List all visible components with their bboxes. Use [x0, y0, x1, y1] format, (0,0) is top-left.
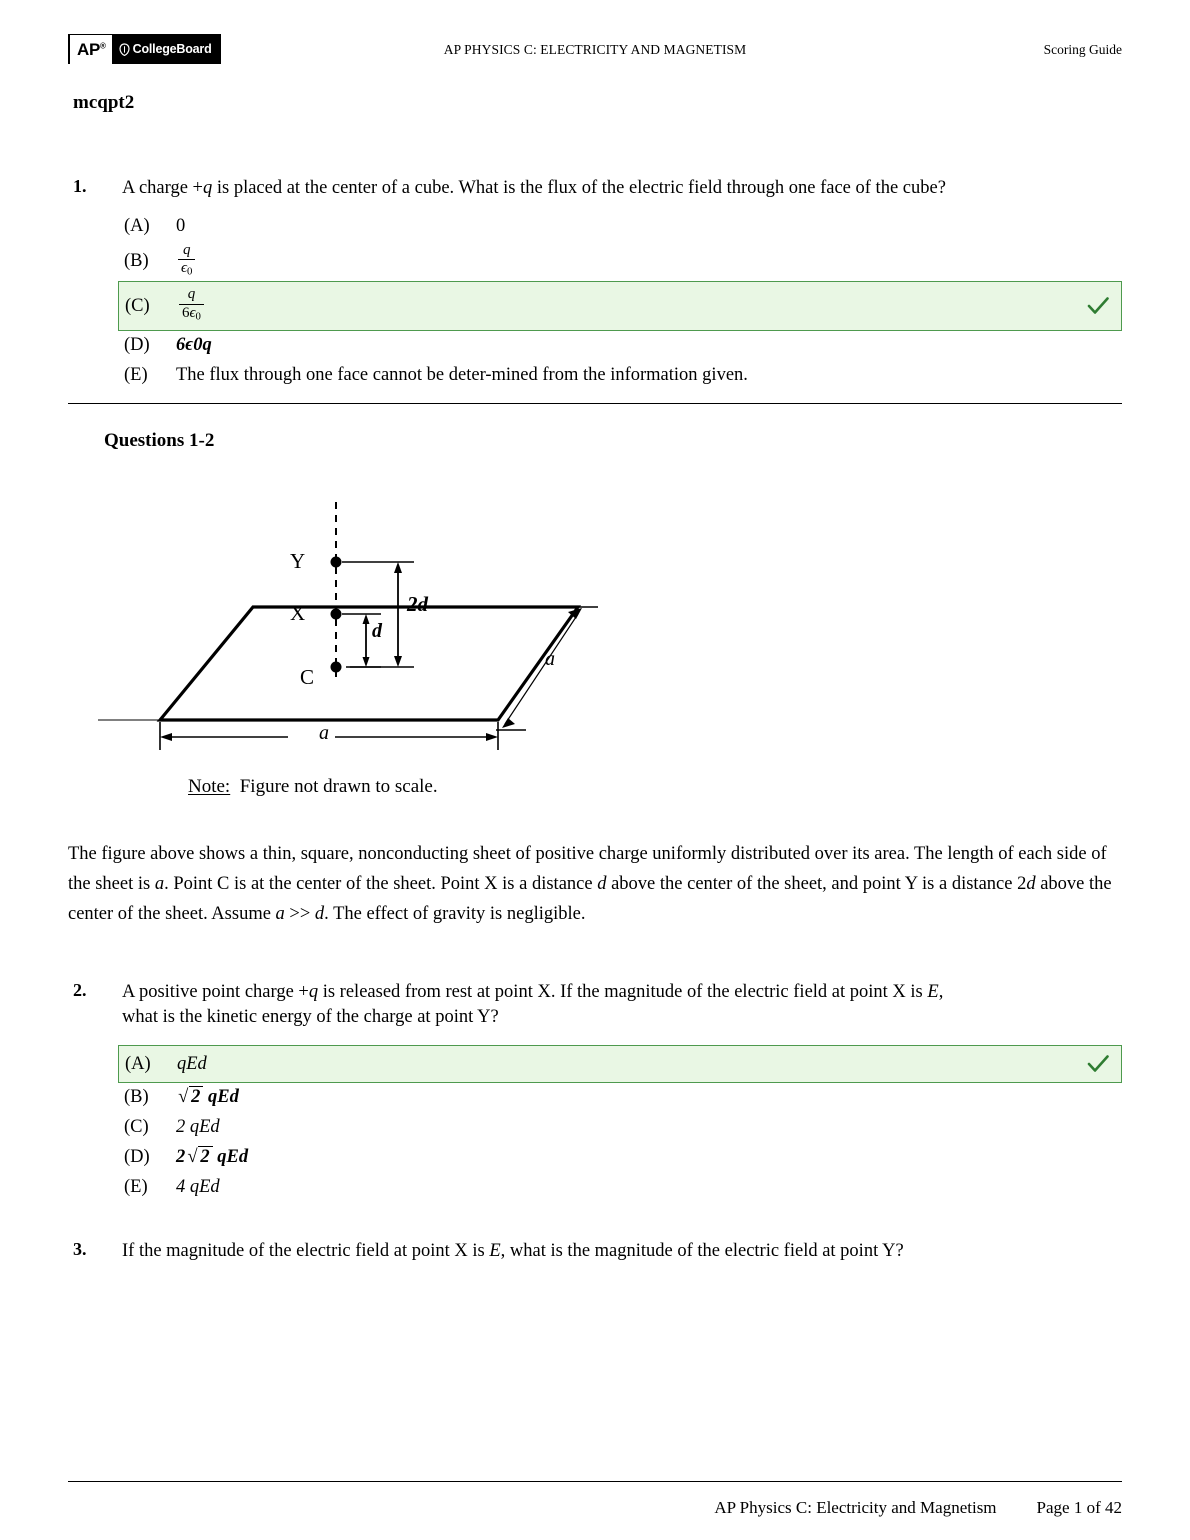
q3-prompt-a: If the magnitude of the electric field at point X is	[122, 1241, 490, 1262]
epsilon-symbol: ϵ	[181, 260, 188, 277]
epsilon-symbol: ϵ	[189, 305, 196, 322]
choice-1-C[interactable]	[118, 281, 1122, 331]
collegeboard-text: CollegeBoard	[132, 42, 212, 56]
q2-prompt-q: q	[308, 981, 319, 1002]
choice-1-C-value	[177, 288, 206, 324]
choice-1-E-value: The flux through one face cannot be deter-mined from the information given.	[176, 365, 748, 386]
fraction-q-over-6epsilon0	[179, 287, 204, 323]
choice-2-A-value: qEd	[177, 1053, 207, 1074]
choice-2-E-letter: (E)	[124, 1177, 148, 1198]
choice-2-B-value	[176, 1085, 239, 1109]
choice-2-D-letter: (D)	[124, 1147, 150, 1168]
question-2-choices	[68, 1045, 1122, 1203]
choice-2-A[interactable]	[118, 1045, 1122, 1083]
choice-2-D-prefix: 2	[176, 1147, 186, 1168]
choice-2-C-letter: (C)	[124, 1117, 149, 1138]
choice-2-D-value	[176, 1145, 248, 1169]
choice-1-B[interactable]	[124, 242, 1122, 282]
q3-prompt-b: , what is the magnitude of the electric field at point Y?	[500, 1241, 904, 1262]
choice-1-B-value	[176, 241, 197, 280]
figure-note-label: Note:	[188, 776, 231, 798]
header-scoring-guide-label: Scoring Guide	[1043, 42, 1122, 57]
sqrt-radicand: 2	[189, 1086, 203, 1107]
arrowhead-d-up	[363, 614, 370, 624]
q1-prompt-q: q	[202, 178, 213, 198]
footer-page-number: Page 1 of 42	[1036, 1498, 1122, 1517]
choice-1-D[interactable]	[124, 331, 1122, 361]
arrowhead-d-down	[363, 657, 370, 667]
figure-label-Y: Y	[290, 549, 306, 574]
point-X-dot	[331, 609, 342, 620]
question-3-row	[68, 1239, 1122, 1265]
epsilon-subscript: 0	[195, 310, 201, 323]
q2-prompt-E: E	[927, 981, 939, 1002]
choice-1-A[interactable]	[124, 212, 1122, 242]
page-footer	[68, 1481, 1122, 1518]
fraction-q-over-epsilon0	[178, 243, 195, 279]
correct-answer-check-icon	[1085, 1051, 1111, 1077]
figure-svg	[98, 462, 658, 762]
figure-label-X: X	[290, 601, 306, 626]
choice-2-E[interactable]	[124, 1173, 1122, 1203]
choice-2-C[interactable]	[124, 1113, 1122, 1143]
q1-prompt-a: A charge +	[122, 178, 203, 198]
divider-after-question-1	[68, 403, 1122, 404]
choice-2-E-value: 4 qEd	[176, 1177, 220, 1198]
question-3	[68, 1239, 1122, 1265]
figure-label-2d: 2d	[407, 592, 428, 617]
question-1	[68, 176, 1122, 391]
figure-note	[188, 776, 1122, 798]
q2-prompt-b: is released from rest at point X. If the magnitude of the electric field at point X is	[318, 981, 928, 1002]
choice-1-D-letter: (D)	[124, 335, 150, 356]
footer-divider	[68, 1481, 1122, 1482]
choice-2-C-value: 2 qEd	[176, 1117, 220, 1138]
choice-2-B[interactable]	[124, 1083, 1122, 1113]
question-3-prompt	[122, 1239, 1122, 1265]
q1-prompt-b: is placed at the center of a cube. What is the flux of the electric field through one face of the cube?	[212, 178, 946, 198]
denominator-coefficient: 6	[182, 305, 190, 322]
choice-2-A-letter: (A)	[125, 1053, 151, 1074]
page-title: mcqpt2	[73, 92, 135, 113]
question-2-row	[68, 980, 1122, 1031]
choice-1-D-value: 6ϵ0q	[176, 335, 212, 356]
fraction-numerator: q	[187, 286, 196, 303]
epsilon-subscript: 0	[187, 265, 193, 278]
arrowhead-2d-up	[394, 562, 402, 573]
choice-1-A-letter: (A)	[124, 215, 150, 236]
question-1-row	[68, 176, 1122, 202]
figure-charged-sheet	[68, 462, 1122, 762]
arrowhead-a-right	[486, 733, 498, 741]
arrowhead-a-left	[160, 733, 172, 741]
choice-2-B-letter: (B)	[124, 1087, 149, 1108]
sqrt-symbol: √ 2	[176, 1085, 203, 1109]
question-3-number: 3.	[73, 1239, 87, 1260]
figure-note-text: Figure not drawn to scale.	[239, 776, 438, 798]
choice-1-A-value: 0	[176, 215, 186, 236]
question-2-prompt	[122, 980, 1122, 1031]
correct-answer-check-icon	[1085, 293, 1111, 319]
question-2-number: 2.	[73, 979, 87, 1000]
choice-1-B-letter: (B)	[124, 250, 149, 271]
choice-2-B-suffix: qEd	[208, 1087, 239, 1108]
document-content	[68, 92, 1122, 1265]
footer-course-name: AP Physics C: Electricity and Magnetism	[714, 1498, 997, 1517]
fraction-denominator	[179, 304, 204, 323]
q2-prompt-a: A positive point charge +	[122, 981, 309, 1002]
arrowhead-2d-down	[394, 656, 402, 667]
choice-2-D-suffix: qEd	[217, 1147, 249, 1168]
point-C-dot	[331, 662, 342, 673]
header-title: AP PHYSICS C: ELECTRICITY AND MAGNETISM	[443, 42, 747, 57]
point-Y-dot	[331, 557, 342, 568]
choice-1-E-letter: (E)	[124, 365, 148, 386]
section-heading-questions-1-2: Questions 1-2	[104, 430, 215, 452]
fraction-numerator: q	[182, 241, 191, 258]
sqrt-radicand: 2	[198, 1146, 212, 1167]
page-header	[0, 30, 1190, 76]
question-2	[68, 980, 1122, 1203]
question-1-prompt	[122, 176, 1122, 202]
sqrt-symbol: √ 2	[185, 1145, 212, 1169]
figure-label-d: d	[372, 620, 382, 643]
fraction-denominator	[178, 259, 195, 278]
q3-prompt-E: E	[489, 1241, 501, 1262]
q2-prompt-c: ,	[938, 981, 944, 1002]
dimension-line-a-side	[505, 614, 578, 724]
choice-2-D[interactable]	[124, 1143, 1122, 1173]
ap-logo-mark: AP®	[70, 35, 112, 64]
stimulus-paragraph: The figure above shows a thin, square, nonconducting sheet of positive charge uniformly distributed over its area. The length of each side of the sheet is a. Point C is at the center of the sheet. Point X is a distance d above the center of the sheet, and point Y is a distance 2d above the center of the sheet. Assume a >> d. The effect of gravity is negligible.	[68, 844, 1112, 924]
figure-label-a-bottom: a	[313, 722, 335, 745]
figure-label-C: C	[300, 665, 315, 690]
q2-prompt-line2: what is the kinetic energy of the charge at point Y?	[122, 1007, 499, 1028]
choice-1-C-letter: (C)	[125, 295, 150, 316]
arrowhead-a-side-lower	[502, 718, 515, 728]
figure-label-a-side: a	[545, 648, 555, 671]
question-1-number: 1.	[73, 176, 87, 196]
question-1-choices	[68, 212, 1122, 392]
choice-1-E[interactable]	[124, 361, 1122, 391]
